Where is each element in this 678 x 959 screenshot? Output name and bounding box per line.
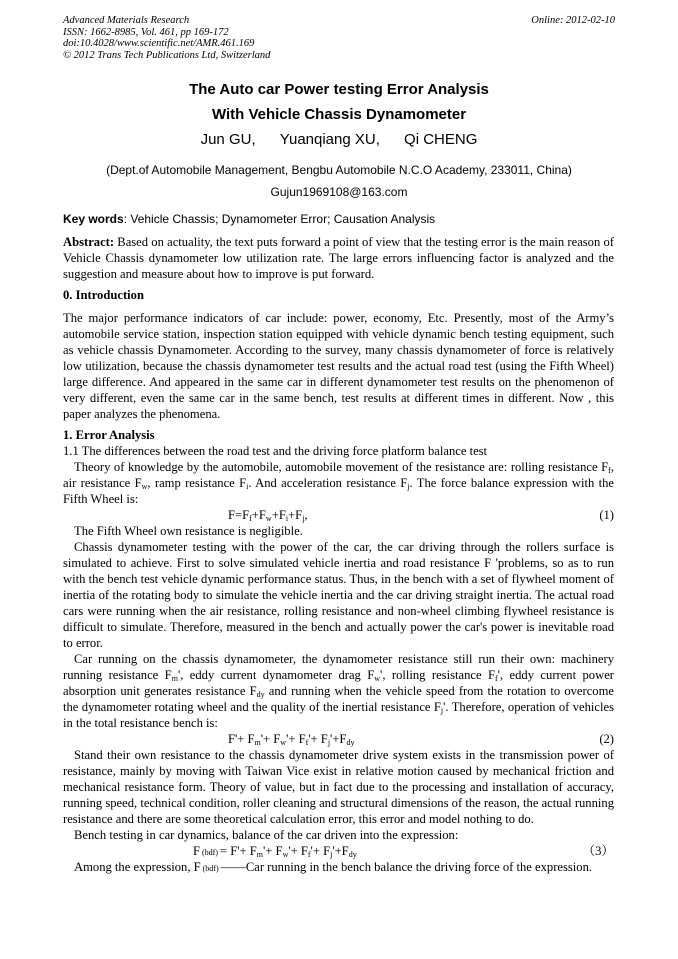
abstract [63, 234, 614, 282]
paragraph: Chassis dynamometer testing with the power of the car, the car driving through the rollers surface is simulated to achieve. First to solve simulated vehicle inertia and road resistance F 'problems, so as to run with the bench test vehicle dynamic performance status. Thus, in the bench with a set of flywheel moment of inertia of the rotating body to simulate the vehicle inertia and the car driving straight inertia. The actual road cars were running when the air resistance, rolling resistance and non-wheel climbing flywheel resistance is difficult to simulate. Therefore, measured in the bench and actually power the car's power is inevitable road to error. [63, 540, 614, 650]
equation-number: (1) [599, 508, 614, 522]
equation-number: (2) [599, 732, 614, 746]
equation-number: （3） [582, 844, 614, 858]
paragraph: Theory of knowledge by the automobile, automobile movement of the resistance are: rolling resistance $F_f$, air resistance $F_w$, ramp resistance $F_i$. And acceleration resistance $F_j$. The force balance expression with the Fifth Wheel is: [63, 460, 615, 506]
affiliation: (Dept.of Automobile Management, Bengbu Automobile N.C.O Academy, 233011, China) [106, 163, 572, 177]
online-date: Online: 2012-02-10 [531, 15, 615, 26]
keywords-label: Key words [63, 212, 124, 226]
subsection-heading: 1.1 The differences between the road test and the driving force platform balance test [63, 444, 488, 458]
paragraph: The major performance indicators of car include: power, economy, Etc. Presently, most of the Army’s automobile service station, inspection station equipped with vehicle dynamic bench testing equipment, such as vehicle chassis Dynamometer. According to the survey, many chassis dynamometer of force is relatively low utilization, because the chassis dynamometer test results and the actual road test (using the Fifth Wheel) large difference. And appeared in the same car in different dynamometer test results on the phenomenon of very different, even the same car in the same bench, test results at different times in different. Now , this paper analyzes the phenomena. [63, 311, 614, 421]
section-heading-error-analysis: 1. Error Analysis [63, 428, 155, 442]
equation-expression: $F'+ F_m'+ F_w'+ F_f'+ F_j'+F_{dy}$ [228, 732, 355, 747]
paragraph: Bench testing in car dynamics, balance of the car driven into the expression: [74, 828, 459, 842]
introduction-text [63, 310, 614, 422]
abstract-text: Based on actuality, the text puts forward a point of view that the testing error is the main reason of Vehicle Chassis dynamometer low utilization rate. The large errors influencing factor is analyzed and the suggestion and measure about how to improve is put forward. [63, 235, 614, 281]
author: Jun GU, [200, 131, 256, 148]
equation-1 [63, 507, 614, 523]
issn-line: ISSN: 1662-8985, Vol. 461, pp 169-172 [63, 26, 229, 38]
paragraph: Stand their own resistance to the chassis dynamometer drive system exists in the transmission power of resistance, mainly by moving with Taiwan Vice exist in relative motion caused by mechanical friction and mechanical resistance form. Theory of value, but in fact due to the processing and installation of accuracy, running speed, technical condition, roller cleaning and structural dimensions of the reason, the actual running resistance and there are some theoretical calculation error, this error and model nothing to do. [63, 748, 614, 826]
paper-title-line-1: The Auto car Power testing Error Analysis [189, 81, 489, 98]
copyright-line: © 2012 Trans Tech Publications Ltd, Switzerland [63, 49, 271, 61]
equation-expression: $F=F_f+F_w+F_i+F_j$, [228, 508, 308, 523]
author: Qi CHENG [404, 131, 478, 148]
equation-2 [63, 731, 614, 747]
author-email: Gujun1969108@163.com [270, 185, 408, 199]
journal-name: Advanced Materials Research [63, 15, 190, 26]
section-heading-introduction: 0. Introduction [63, 288, 144, 302]
journal-metadata [63, 15, 270, 61]
keywords-text: : Vehicle Chassis; Dynamometer Error; Causation Analysis [123, 212, 436, 226]
doi-line: doi:10.4028/www.scientific.net/AMR.461.169 [63, 38, 255, 49]
paragraph: The Fifth Wheel own resistance is negligible. [74, 524, 303, 538]
paragraph: Car running on the chassis dynamometer, the dynamometer resistance still run their own: machinery running resistance $F_m'$, eddy current dynamometer drag $F_w'$, rolling resistance $F_f'$, eddy current power absorption unit generates resistance $F_{dy}$ and running when the vehicle speed from the rotation to overcome the dynamometer rotating wheel and the quality of the inertial resistance $F_j'$. Therefore, operation of vehicles in the total resistance bench is: [63, 652, 614, 730]
equation-expression: F $(bdf) = F'+ F_m'+ F_w'+ F_f'+ F_j'+F_{dy}$ [193, 844, 357, 859]
paper-title-line-2: With Vehicle Chassis Dynamometer [211, 106, 467, 123]
equation-3 [63, 843, 614, 859]
abstract-label: Abstract: [63, 235, 115, 249]
author: Yuanqiang XU, [279, 131, 380, 148]
author-list [0, 131, 678, 148]
keywords [63, 212, 435, 226]
error-analysis-body [63, 443, 614, 877]
paragraph: Among the expression, F (bdf) ——Car running in the bench balance the driving force of the expression. [74, 860, 593, 874]
